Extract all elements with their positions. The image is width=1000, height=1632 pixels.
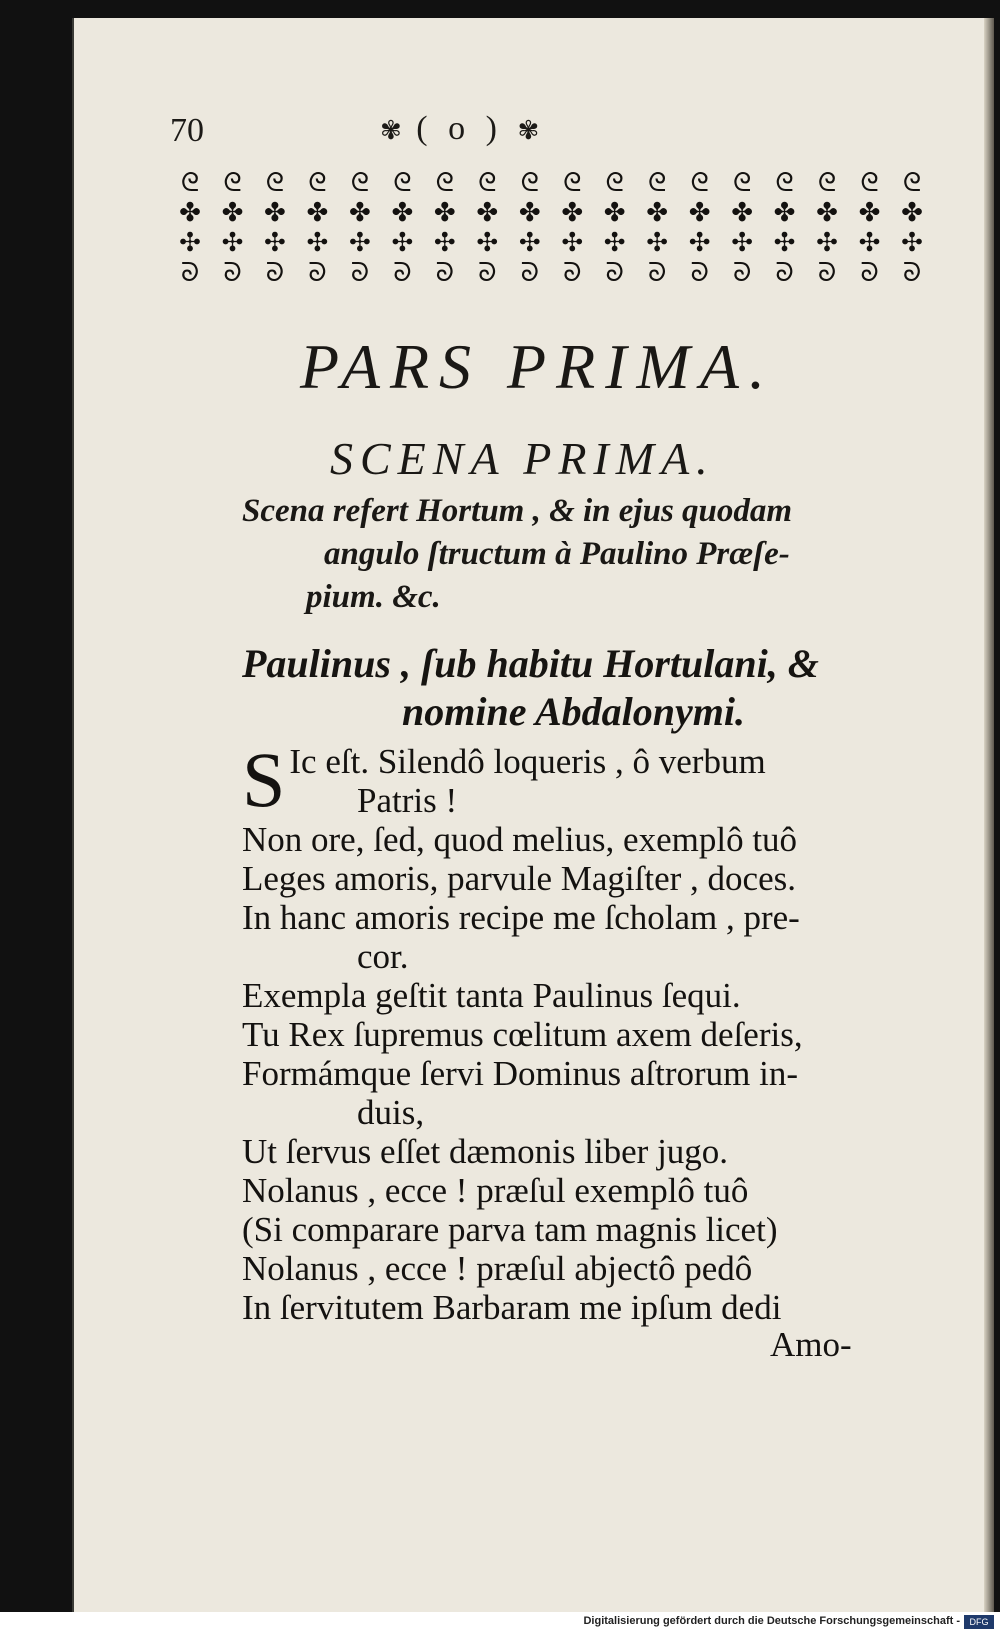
header-signature: ( o ) — [416, 110, 503, 147]
verse-line: Nolanus , ecce ! præſul exemplô tuô — [242, 1171, 749, 1210]
stage-direction — [242, 490, 932, 619]
dfg-logo-icon: DFG — [964, 1615, 994, 1629]
ornament-left-icon: ✾ — [380, 116, 402, 146]
ornament-row: ᘐ ᘐ ᘐ ᘐ ᘐ ᘐ ᘐ ᘐ ᘐ ᘐ ᘐ ᘐ ᘐ ᘐ ᘐ ᘐ ᘐ ᘐ — [180, 258, 922, 287]
drop-cap: S — [242, 736, 286, 823]
ornament-row: ✣ ✣ ✣ ✣ ✣ ✣ ✣ ✣ ✣ ✣ ✣ ✣ ✣ ✣ ✣ ✣ ✣ ✣ — [179, 228, 923, 257]
verse-line: (Si comparare parva tam magnis licet) — [242, 1210, 778, 1249]
verse-text — [242, 736, 934, 1327]
verse-line: Tu Rex ſupremus cœlitum axem deſeris, — [242, 1015, 803, 1054]
verse-line: Patris ! — [357, 781, 458, 820]
verse-line: Leges amoris, parvule Magiſter , doces. — [242, 859, 796, 898]
page-edge — [984, 18, 994, 1612]
verse-line: Ut ſervus eſſet dæmonis liber jugo. — [242, 1132, 729, 1171]
speaker-line: nomine Abdalonymi. — [402, 689, 746, 734]
stage-direction-line: Scena refert Hortum , & in ejus quodam — [242, 493, 793, 529]
verse-line: In hanc amoris recipe me ſcholam , pre- — [242, 898, 800, 937]
verse-line: cor. — [357, 937, 409, 976]
verse-line: Exempla geſtit tanta Paulinus ſequi. — [242, 976, 741, 1015]
verse-line: Nolanus , ecce ! præſul abjectô pedô — [242, 1249, 753, 1288]
verse-line: Ic eſt. Silendô loqueris , ô verbum — [289, 742, 766, 781]
verse-line: Formámque ſervi Dominus aſtrorum in- — [242, 1054, 799, 1093]
header-center — [380, 110, 539, 148]
scene-title: SCENA PRIMA. — [330, 433, 715, 484]
stage-direction-line: pium. &c. — [306, 579, 441, 615]
funding-credit: Digitalisierung gefördert durch die Deutsche Forschungsgemeinschaft - — [583, 1615, 960, 1627]
ornament-right-icon: ✾ — [517, 116, 540, 146]
speaker-heading — [242, 640, 932, 736]
catchword: Amo- — [770, 1325, 852, 1364]
part-title: PARS PRIMA. — [300, 331, 775, 402]
running-header — [170, 112, 730, 158]
verse-line: Non ore, ſed, quod melius, exemplô tuô — [242, 820, 798, 859]
speaker-line: Paulinus , ſub habitu Hortulani, & — [242, 641, 819, 686]
digitization-footer — [0, 1612, 1000, 1632]
ornament-row: ✤ ✤ ✤ ✤ ✤ ✤ ✤ ✤ ✤ ✤ ✤ ✤ ✤ ✤ ✤ ✤ ✤ ✤ — [179, 198, 923, 227]
decorative-ornament-band — [170, 168, 932, 294]
stage-direction-line: angulo ſtructum à Paulino Præſe- — [324, 536, 790, 572]
ornament-row: ᘓ ᘓ ᘓ ᘓ ᘓ ᘓ ᘓ ᘓ ᘓ ᘓ ᘓ ᘓ ᘓ ᘓ ᘓ ᘓ ᘓ ᘓ — [180, 168, 922, 197]
page-number: 70 — [170, 112, 204, 149]
verse-line: duis, — [357, 1093, 425, 1132]
verse-line: In ſervitutem Barbaram me ipſum dedi — [242, 1288, 782, 1327]
